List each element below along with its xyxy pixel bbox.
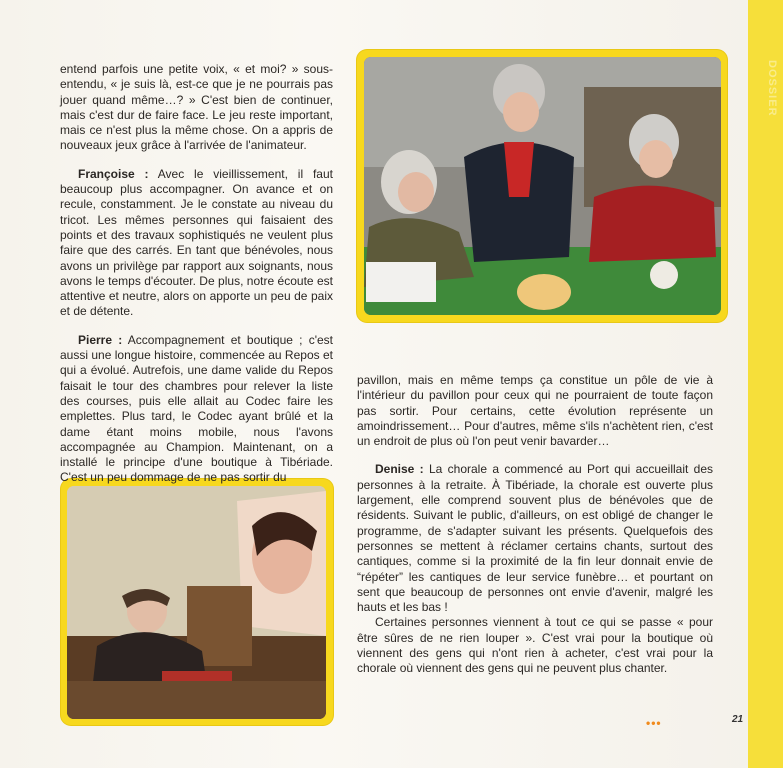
paragraph-jeux: entend parfois une petite voix, « et moi? » sous-entendu, « je suis là, est-ce que je ne pourrais pas jouer quand même…? » C'est bien de continuer, mais c'est dur de faire face. Le jeu reste important, mais ce n'est plus la même chose. On a appris de nouveaux jeux grâce à l'arrivée de l'animateur. (60, 62, 333, 153)
paragraph-pavillon: pavillon, mais en même temps ça constitue un pôle de vie à l'intérieur du pavillon pour ceux qui ne pourraient de toute façon pas sortir. Pour certains, cette évolution représente un amoindrissement… Pour d'autres, même s'ils n'achètent rien, c'est un endroit de plus où l'on peut venir bavarder… (357, 373, 713, 449)
page-number: 21 (732, 714, 744, 725)
paragraph-denise (357, 462, 713, 615)
knitting-group-photo (364, 57, 721, 315)
speaker-denise: Denise : (375, 462, 424, 477)
denise-text: La chorale a commencé au Port qui accueillait des personnes à la retraite. À Tibériade, la chorale est ouverte plus largement, elle comprend souvent plus de bénévoles que de résidents. Suivant le public, d'ailleurs, on est obligé de changer le programme, de s'adapter suivant les présents. Quelquefois des personnes se mettent à réclamer certains chants, surtout des cantiques, comme si la proximité de la fin leur donnait envie de “répéter” les cantiques de leur service funèbre… et pourtant on sent que beaucoup de personnes ont envie d'avenir, malgré les hauts et les bas ! (357, 462, 713, 615)
resident-room-illustration (67, 486, 326, 719)
speaker-francoise: Françoise : (78, 166, 149, 181)
francoise-text: Avec le vieillissement, il faut beaucoup plus accompagner. On avance et on recule, constamment. Je le constate au niveau du tricot. Les mêmes personnes qui faisaient des points et des travaux sophistiqués ne veulent plus faire que des carrés. En tant que bénévoles, nous avons un privilège par rapport aux soignants, nous avons le temps d'écouter. De plus, notre écoute est attentive et neutre, alors on apporte un peu de paix et de détente. (60, 166, 333, 319)
knitting-group-illustration (364, 57, 721, 315)
left-text-column (60, 62, 333, 486)
resident-in-room-photo (67, 486, 326, 719)
pierre-text: Accompagnement et boutique ; c'est aussi une longue histoire, commencée au Repos et qui a évolué. Autrefois, une dame valide du Repos faisait le tour des chambres pour relever la liste des courses, puis elle allait au Codec faire les emplettes. Plus tard, le Codec ayant brûlé et la dame étant moins mobile, nous l'avons accompagnée au Champion. Maintenant, on a installé le principe d'une boutique à Tibériade. C'est un peu dommage de ne pas sortir du (60, 332, 333, 485)
footer-dots: ••• (646, 716, 662, 730)
side-band-label: DOSSIER (766, 60, 778, 117)
right-text-column (357, 373, 713, 677)
paragraph-certaines: Certaines personnes viennent à tout ce qui se passe « pour être sûres de ne rien louper ». C'est vrai pour la boutique où viennent des gens qui n'ont rien à acheter, c'est vrai pour la chorale où viennent des gens qui ne peuvent plus chanter. (357, 615, 713, 676)
paragraph-francoise (60, 167, 333, 320)
paragraph-pierre (60, 333, 333, 486)
speaker-pierre: Pierre : (78, 332, 123, 347)
